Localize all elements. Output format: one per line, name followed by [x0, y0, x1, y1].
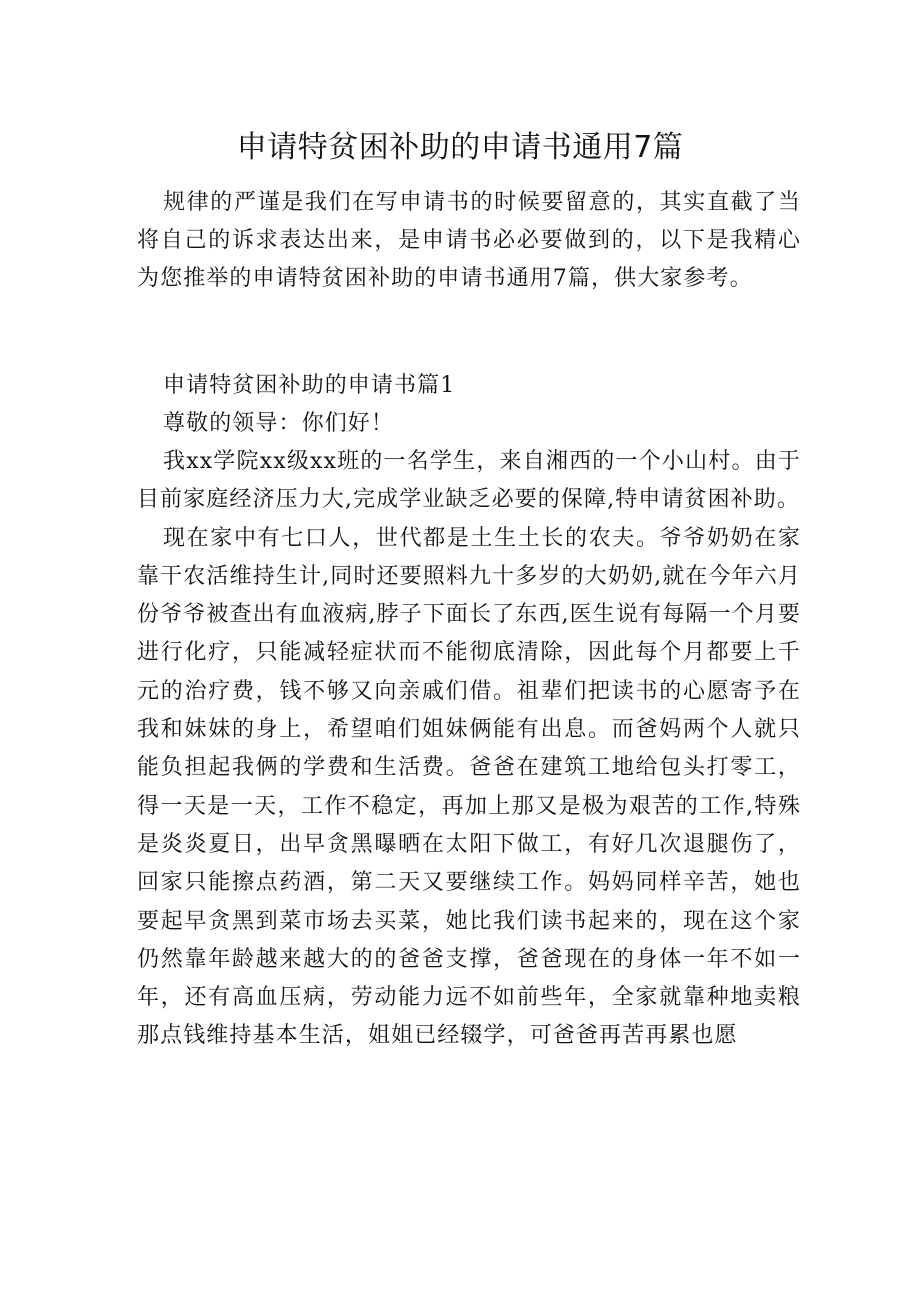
- body-paragraph: 现在家中有七口人，世代都是土生土长的农夫。爷爷奶奶在家靠干农活维持生计,同时还要照料九十多岁的大奶奶,就在今年六月份爷爷被查出有血液病,脖子下面长了东西,医生说有每隔一个月要进行化疗，只能减轻症状而不能彻底清除，因此每个月都要上千元的治疗费，钱不够又向亲戚们借。祖辈们把读书的心愿寄予在我和妹妹的身上，希望咱们姐妹俩能有出息。而爸妈两个人就只能负担起我俩的学费和生活费。爸爸在建筑工地给包头打零工，得一天是一天，工作不稳定，再加上那又是极为艰苦的工作,特殊是炎炎夏日，出早贪黑曝晒在太阳下做工，有好几次退腿伤了，回家只能擦点药酒，第二天又要继续工作。妈妈同样辛苦，她也要起早贪黑到菜市场去买菜，她比我们读书起来的，现在这个家仍然靠年龄越来越大的的爸爸支撑，爸爸现在的身体一年不如一年，还有高血压病，劳动能力远不如前些年，全家就靠种地卖粮那点钱维持基本生活，姐姐已经辍学，可爸爸再苦再累也愿: [137, 525, 801, 1049]
- section-heading: 申请特贫困补助的申请书篇1: [163, 373, 456, 398]
- intro-paragraph: 规律的严谨是我们在写申请书的时候要留意的，其实直截了当将自己的诉求表达出来，是申请书必必要做到的，以下是我精心为您推举的申请特贫困补助的申请书通用7篇，供大家参考。: [137, 190, 801, 291]
- document-title: 申请特贫困补助的申请书通用7篇: [236, 130, 684, 165]
- body-paragraph: 我xx学院xx级xx班的一名学生，来自湘西的一个小山村。由于目前家庭经济压力大,完成学业缺乏必要的保障,特申请贫困补助。: [137, 449, 801, 513]
- article-section: [137, 367, 801, 1056]
- salutation: 尊敬的领导：你们好！: [163, 411, 395, 436]
